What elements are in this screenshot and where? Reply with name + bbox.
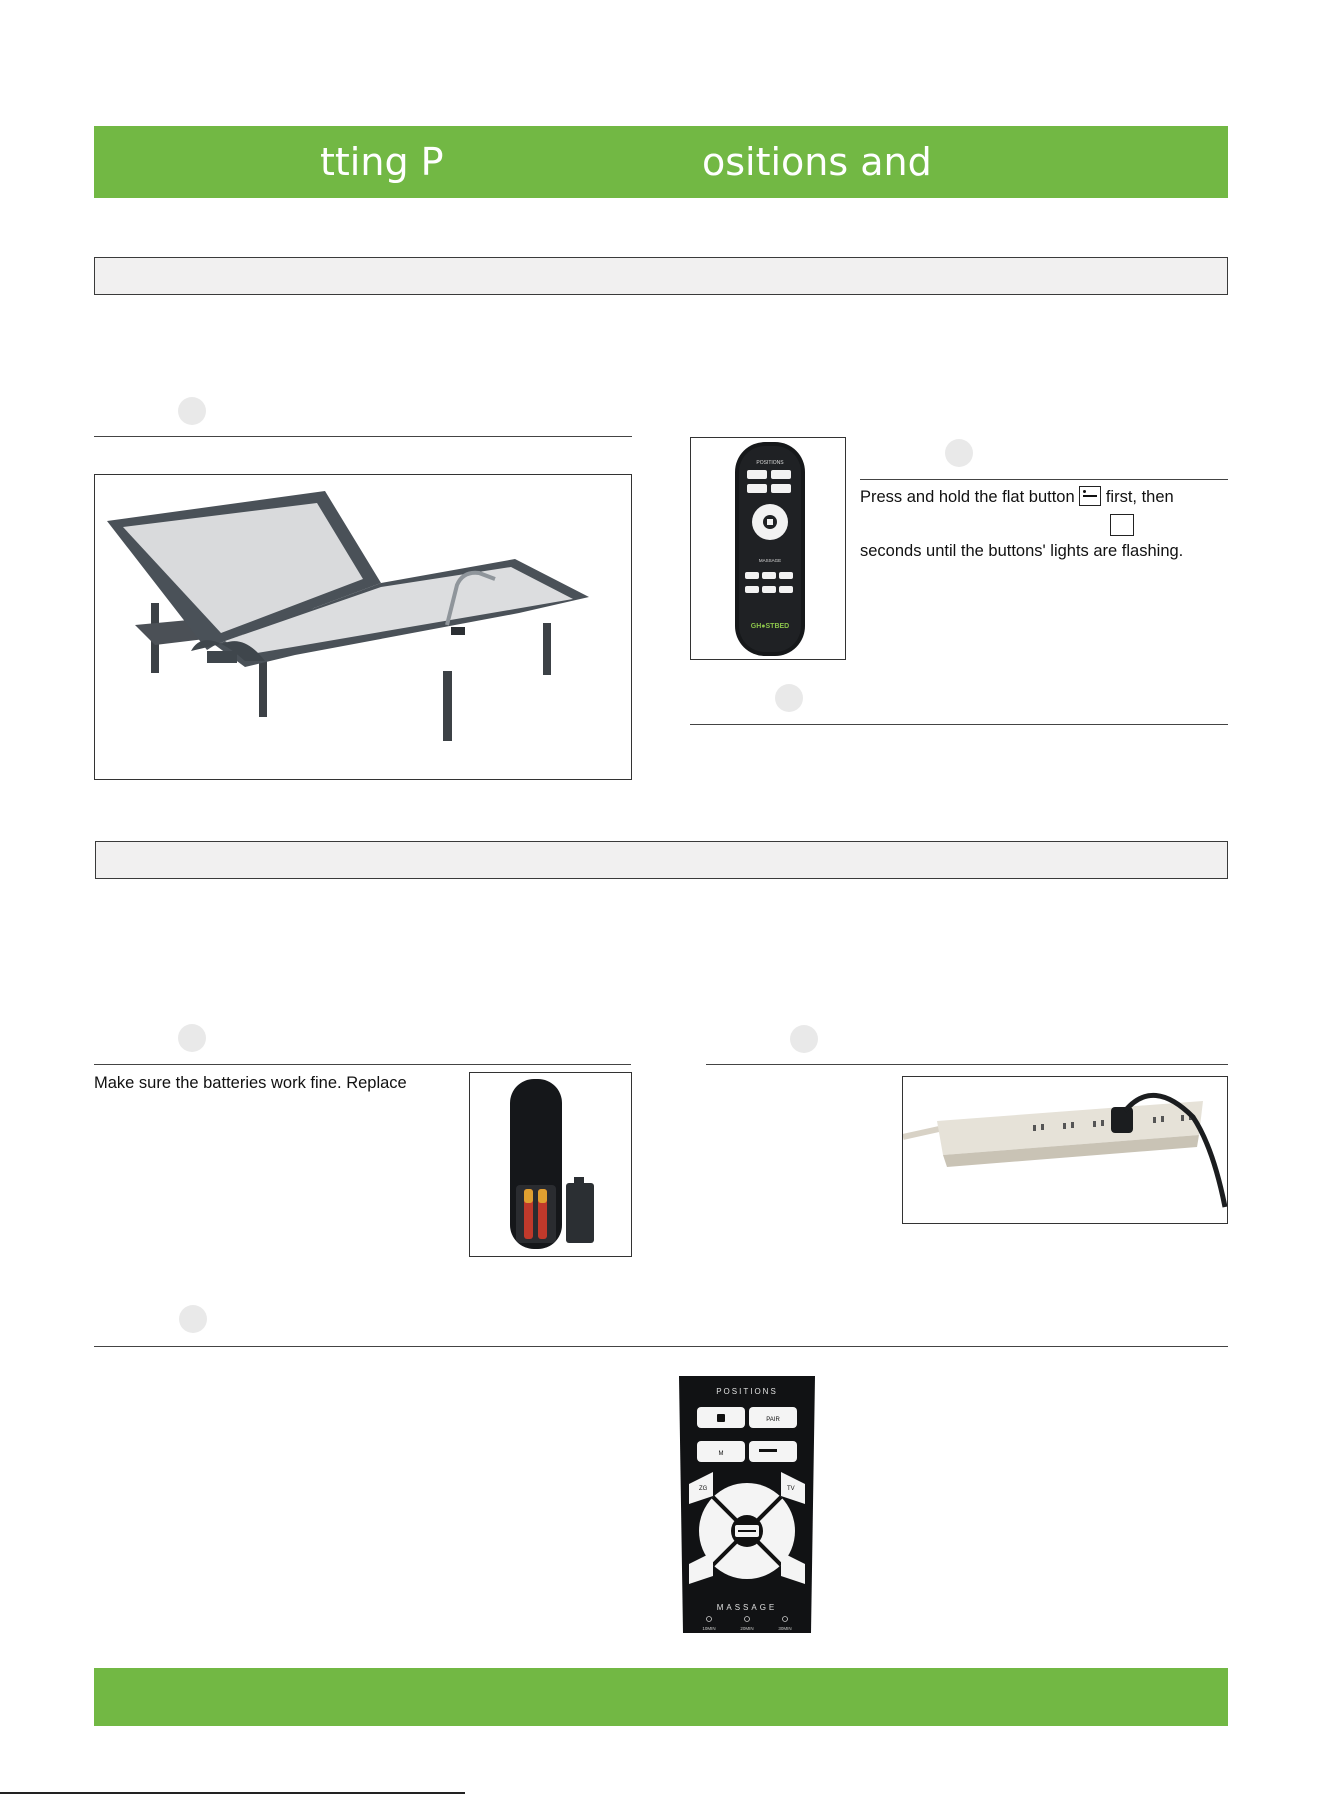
step-number-dot: [178, 1024, 206, 1052]
step-number-dot: [179, 1305, 207, 1333]
step-number-dot: [945, 439, 973, 467]
instruction-line-3: seconds until the buttons' lights are flashing.: [860, 542, 1184, 560]
step-rule: [860, 479, 1228, 480]
step-rule: [94, 436, 632, 437]
footer-bar: [94, 1668, 1228, 1726]
step-rule: [690, 724, 1228, 725]
section-box-1: [94, 257, 1228, 295]
step-number-dot: [775, 684, 803, 712]
m-button-label: M: [718, 1451, 724, 1457]
remote-closeup-frame: [675, 1376, 819, 1633]
timer-30-label: 30MIN: [778, 1626, 792, 1631]
remote-massage-label: MASSAGE: [758, 558, 782, 563]
pair-button-label: PAIR: [766, 1417, 780, 1423]
adjustable-bed-illustration: [95, 475, 632, 780]
tv-button-label: TV: [787, 1486, 795, 1492]
remote-battery-compartment-illustration: [470, 1073, 632, 1257]
batteries-image-frame: [469, 1072, 632, 1257]
page-bottom-rule: [0, 1792, 465, 1794]
zg-button-label: ZG: [699, 1486, 708, 1492]
power-strip-illustration: [903, 1077, 1228, 1224]
step-rule: [706, 1064, 1228, 1065]
timer-10-label: 10MIN: [702, 1626, 716, 1631]
button-icon: [1110, 514, 1134, 536]
remote-positions-label: POSITIONS: [716, 1387, 778, 1396]
instruction-line-1: Press and hold the flat button: [860, 488, 1075, 506]
header-title-part2: ositions and: [702, 140, 932, 184]
flat-button-icon: [1079, 486, 1101, 506]
step-number-dot: [178, 397, 206, 425]
batteries-text: Make sure the batteries work fine. Replace: [94, 1074, 407, 1092]
remote-image-frame: [690, 437, 846, 660]
step-rule: [94, 1064, 631, 1065]
remote-positions-label: POSITIONS: [756, 460, 784, 466]
remote-brand-logo: GH●STBED: [750, 623, 790, 630]
instruction-line-1-after: first, then: [1105, 488, 1174, 506]
power-strip-image-frame: [902, 1076, 1228, 1224]
bed-image-frame: [94, 474, 632, 780]
section-box-2: [95, 841, 1228, 879]
header-bar: [94, 126, 1228, 198]
step-rule: [94, 1346, 1228, 1347]
step-number-dot: [790, 1025, 818, 1053]
header-title-part1: tting P: [320, 140, 444, 184]
step-instructions: [860, 484, 1228, 565]
remote-closeup-illustration: [675, 1376, 819, 1633]
remote-massage-label: MASSAGE: [716, 1603, 778, 1612]
remote-control-illustration: [691, 438, 846, 660]
timer-20-label: 20MIN: [740, 1626, 754, 1631]
